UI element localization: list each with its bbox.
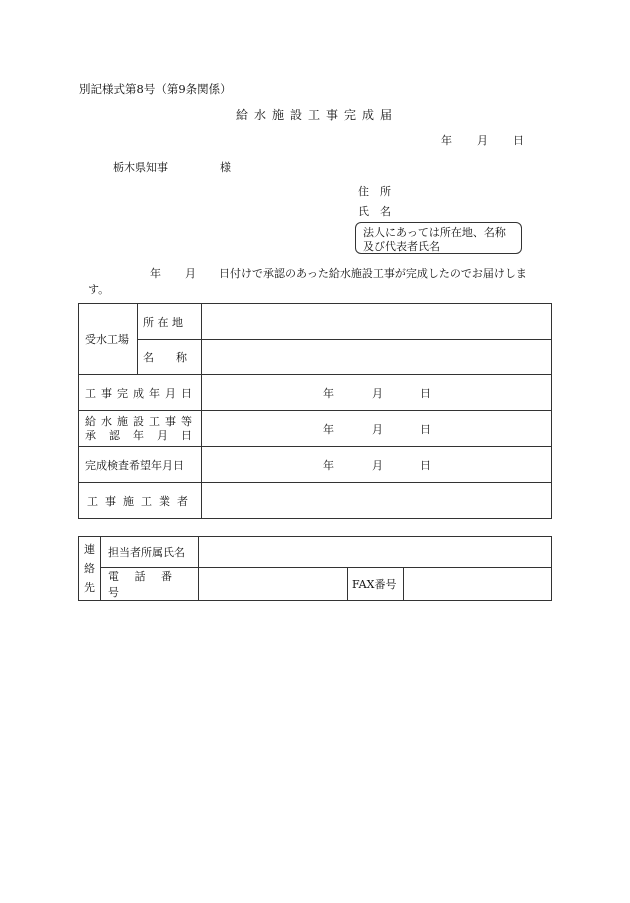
- inspection-day: 日: [420, 458, 431, 472]
- contact-char-1: 連: [84, 543, 95, 556]
- corporate-note-line2: 及び代表者氏名: [363, 240, 440, 253]
- approval-label-line2: 承 認 年 月 日: [85, 428, 193, 442]
- fax-value[interactable]: [404, 568, 552, 601]
- completion-table: [78, 303, 552, 519]
- completion-month: 月: [372, 386, 383, 400]
- approval-month: 月: [372, 422, 383, 436]
- plant-name-value[interactable]: [202, 340, 552, 375]
- approval-year: 年: [323, 422, 334, 436]
- person-label: 担当者所属氏名: [101, 537, 199, 568]
- approval-date-value[interactable]: [202, 411, 552, 447]
- body-year: 年: [150, 267, 161, 280]
- address-label: 住 所: [358, 185, 391, 198]
- date-day: 日: [513, 134, 524, 147]
- contact-char-3: 先: [84, 581, 95, 594]
- contact-char-2: 絡: [84, 562, 95, 575]
- inspection-month: 月: [372, 458, 383, 472]
- phone-value[interactable]: [199, 568, 348, 601]
- corporate-note-line1: 法人にあっては所在地、名称: [363, 226, 506, 239]
- inspection-date-value[interactable]: [202, 447, 552, 483]
- phone-label: 電 話 番 号: [101, 568, 199, 601]
- plant-name-label: 名 称: [138, 340, 202, 375]
- approval-date-label: [79, 411, 202, 447]
- fax-label: FAX番号: [348, 568, 404, 601]
- name-label: 氏 名: [358, 205, 391, 218]
- inspection-year: 年: [323, 458, 334, 472]
- completion-year: 年: [323, 386, 334, 400]
- location-value[interactable]: [202, 304, 552, 340]
- approval-day: 日: [420, 422, 431, 436]
- body-line1: 日付けで承認のあった給水施設工事が完成したのでお届けしま: [219, 267, 527, 280]
- inspection-date-label: 完成検査希望年月日: [79, 447, 202, 483]
- plant-label: 受水工場: [79, 304, 138, 375]
- addressee-honorific: 様: [220, 161, 231, 174]
- date-month: 月: [477, 134, 488, 147]
- contact-table: [78, 536, 552, 601]
- person-value[interactable]: [199, 537, 552, 568]
- completion-day: 日: [420, 386, 431, 400]
- date-year: 年: [441, 134, 452, 147]
- contractor-label: 工事施工業者: [79, 483, 202, 519]
- contact-label: [79, 537, 101, 601]
- form-id: 別記様式第8号（第9条関係）: [79, 82, 232, 96]
- body-line2: す。: [88, 283, 110, 296]
- location-label: 所 在 地: [138, 304, 202, 340]
- contractor-value[interactable]: [202, 483, 552, 519]
- addressee-name: 栃木県知事: [113, 161, 168, 174]
- completion-date-value[interactable]: [202, 375, 552, 411]
- body-month: 月: [185, 267, 196, 280]
- page-title: 給水施設工事完成届: [236, 108, 399, 122]
- approval-label-line1: 給水施設工事等: [85, 414, 197, 428]
- completion-date-label: 工事完成年月日: [79, 375, 202, 411]
